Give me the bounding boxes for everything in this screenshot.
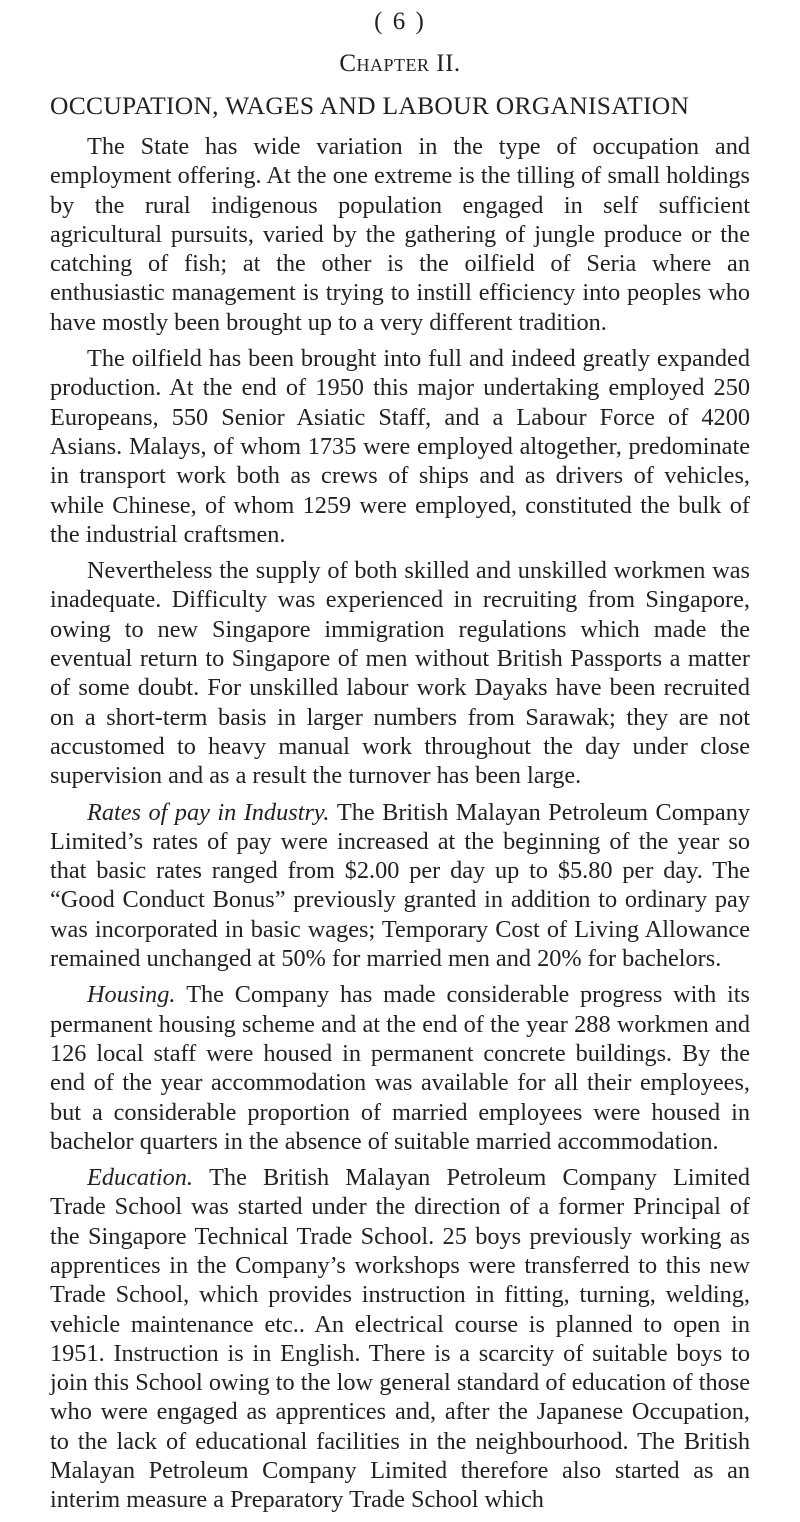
paragraph-heading: Education. bbox=[87, 1164, 210, 1192]
page-number: ( 6 ) bbox=[374, 8, 426, 35]
paragraph-text: The oilfield has been brought into full and indeed greatly expanded production. At the end of 1950 this major undertaking employed 250 Europeans, 550 Senior Asiatic Staff, and a Labour Force of 4200 Asians. Malays, of whom 1735 were employed altogether, predominate in transport work both as crews of ships and as drivers of vehicles, while Chinese, of whom 1259 were employed, constituted the bulk of the industrial craftsmen. bbox=[50, 345, 750, 548]
paragraph-housing bbox=[50, 980, 750, 1156]
paragraph-text: Nevertheless the supply of both skilled and unskilled workmen was inadequate. Difficulty was experienced in recruiting from Singapore, owing to new Singapore immigration regulations which made the eventual return to Singapore of men without British Passports a matter of some doubt. For unskilled labour work Dayaks have been recruited on a short-term basis in larger numbers from Sarawak; they are not accustomed to heavy manual work throughout the day under close supervision and as a result the turnover has been large. bbox=[50, 557, 750, 790]
chapter-label: Chapter II. bbox=[339, 50, 461, 77]
paragraph-heading: Housing. bbox=[87, 981, 187, 1009]
paragraph-education bbox=[50, 1163, 750, 1515]
paragraph-text: The British Malayan Petroleum Company Limited Trade School was started under the direction of a former Principal of the Singapore Technical Trade School. 25 boys previously working as apprentices in the Company’s workshops were transferred to this new Trade School, which provides instruction in fitting, turning, welding, vehicle maintenance etc.. An electrical course is planned to open in 1951. Instruction is in English. There is a scarcity of suitable boys to join this School owing to the low general standard of education of those who were engaged as apprentices and, after the Japanese Occupation, to the lack of educational facilities in the neighbourhood. The British Malayan Petroleum Company Limited therefore also started as an interim measure a Preparatory Trade School which bbox=[50, 1164, 750, 1514]
paragraph-rates-of-pay bbox=[50, 798, 750, 974]
paragraph-text: The State has wide variation in the type of occupation and employment offering. At the one extreme is the tilling of small holdings by the rural indigenous population engaged in self sufficient agricultural pursuits, varied by the gathering of jungle produce or the catching of fish; at the other is the oilfield of Seria where an enthusiastic management is trying to instill efficiency into peoples who have mostly been brought up to a very different tradition. bbox=[50, 133, 750, 336]
paragraph bbox=[50, 132, 750, 337]
paragraph bbox=[50, 556, 750, 790]
paragraph-text: The British Malayan Petroleum Company Limited’s rates of pay were increased at the beginning of the year so that basic rates ranged from $2.00 per day up to $5.80 per day. The “Good Conduct Bonus” previously granted in addition to ordinary pay was incorporated in basic wages; Temporary Cost of Living Allowance remained unchanged at 50% for married men and 20% for bachelors. bbox=[50, 798, 750, 973]
page-title: OCCUPATION, WAGES AND LABOUR ORGANISATION bbox=[50, 91, 690, 120]
body-text bbox=[50, 132, 750, 1522]
paragraph bbox=[50, 344, 750, 549]
paragraph-heading: Rates of pay in Industry. bbox=[87, 798, 337, 826]
paragraph-text: The Company has made considerable progress with its permanent housing scheme and at the end of the year 288 workmen and 126 local staff were housed in permanent concrete buildings. By the end of the year accommodation was available for all their employees, but a considerable proportion of married employees were housed in bachelor quarters in the absence of suitable married accommodation. bbox=[50, 981, 750, 1155]
